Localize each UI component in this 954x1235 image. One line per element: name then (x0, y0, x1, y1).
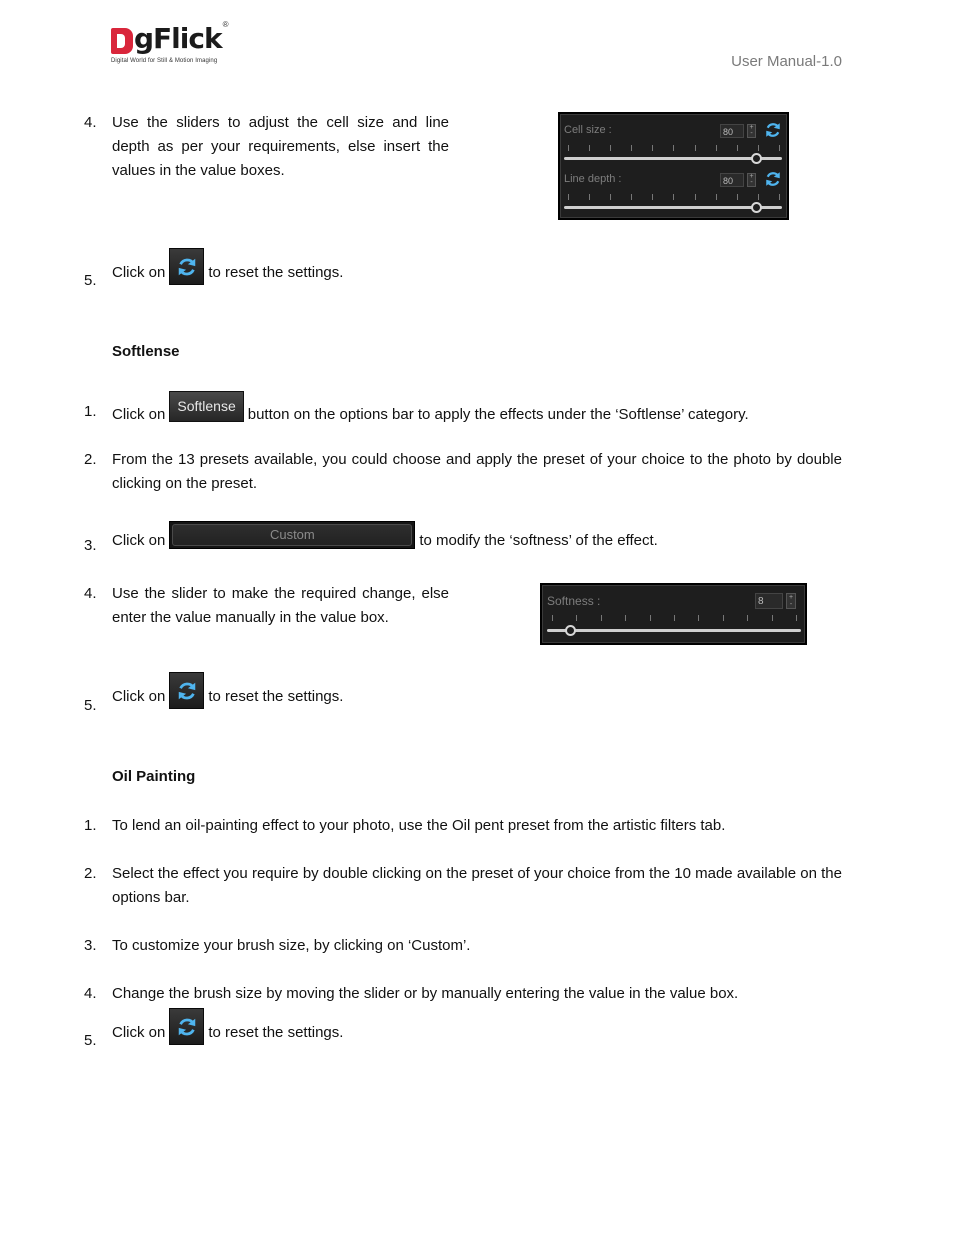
step-text: Use the slider to make the required change, else enter the value manually in the value box. (112, 585, 449, 626)
logo-text: gFlick (134, 22, 222, 55)
step-number: 1. (84, 403, 97, 420)
step-text-before: Click on (112, 532, 166, 549)
step-text: To customize your brush size, by clicking on ‘Custom’. (112, 937, 471, 954)
cell-size-label: Cell size : (564, 124, 612, 136)
step-number: 5. (84, 272, 97, 289)
step-text-before: Click on (112, 1024, 166, 1041)
step-number: 4. (84, 114, 97, 131)
cell-line-slider-panel (558, 112, 789, 220)
step-text: Select the effect you require by double clicking on the preset of your choice from the 10 made available on the options bar. (112, 865, 842, 906)
reset-button[interactable] (169, 248, 204, 285)
custom-button[interactable] (169, 521, 415, 549)
line-depth-slider-track[interactable] (564, 206, 782, 209)
line-depth-ticks (568, 194, 780, 200)
softness-label: Softness : (547, 594, 601, 608)
step-text (112, 391, 749, 427)
step-text: From the 13 presets available, you could choose and apply the preset of your choice to the photo by double clicking on the preset. (112, 451, 842, 492)
step-text (112, 1008, 343, 1045)
line-depth-spinner[interactable]: + - (747, 173, 756, 187)
softness-spinner[interactable]: + - (786, 593, 796, 609)
line-depth-value-box[interactable]: 80 (720, 173, 744, 187)
step-text-after: to reset the settings. (208, 688, 344, 705)
step-text: Use the sliders to adjust the cell size and line depth as per your requirements, else insert the values in the value boxes. (112, 114, 449, 179)
refresh-icon (176, 256, 198, 278)
refresh-icon (176, 680, 198, 702)
step-text-after: button on the options bar to apply the effects under the ‘Softlense’ category. (247, 406, 749, 423)
step-number: 2. (84, 865, 97, 882)
custom-button-label: Custom (172, 524, 412, 546)
step-text-after: to reset the settings. (208, 1024, 344, 1041)
step-text-after: to reset the settings. (208, 264, 344, 281)
softness-ticks (552, 615, 797, 621)
reset-button[interactable] (169, 1008, 204, 1045)
cell-size-slider-handle[interactable] (751, 153, 762, 164)
section-heading-softlense: Softlense (112, 343, 180, 360)
logo-d-mark (111, 28, 133, 54)
step-number: 4. (84, 985, 97, 1002)
step-number: 5. (84, 1032, 97, 1049)
refresh-icon[interactable] (764, 170, 782, 188)
cell-size-value-box[interactable]: 80 (720, 124, 744, 138)
step-number: 2. (84, 451, 97, 468)
step-number: 3. (84, 937, 97, 954)
manual-version: User Manual-1.0 (731, 53, 842, 70)
softlense-button[interactable]: Softlense (169, 391, 243, 422)
step-text (112, 248, 343, 285)
step-text-before: Click on (112, 406, 166, 423)
refresh-icon[interactable] (764, 121, 782, 139)
step-number: 3. (84, 537, 97, 554)
reset-button[interactable] (169, 672, 204, 709)
step-number: 1. (84, 817, 97, 834)
softness-slider-handle[interactable] (565, 625, 576, 636)
logo-tagline: Digital World for Still & Motion Imaging (111, 58, 218, 64)
step-text (112, 521, 658, 553)
section-heading-oil-painting: Oil Painting (112, 768, 196, 785)
dgflick-logo (111, 20, 241, 70)
softness-slider-panel (540, 583, 807, 645)
step-text (112, 672, 343, 709)
logo-registered-mark: ® (222, 20, 229, 29)
cell-size-ticks (568, 145, 780, 151)
step-text: Change the brush size by moving the slider or by manually entering the value in the value box. (112, 985, 739, 1002)
softness-slider-track[interactable] (547, 629, 801, 632)
step-text: To lend an oil-painting effect to your photo, use the Oil pent preset from the artistic filters tab. (112, 817, 726, 834)
step-number: 5. (84, 697, 97, 714)
step-text-before: Click on (112, 264, 166, 281)
step-text-before: Click on (112, 688, 166, 705)
step-number: 4. (84, 585, 97, 602)
cell-size-spinner[interactable]: + - (747, 124, 756, 138)
softness-value-box[interactable]: 8 (755, 593, 783, 609)
cell-size-slider-track[interactable] (564, 157, 782, 160)
line-depth-label: Line depth : (564, 173, 622, 185)
refresh-icon (176, 1016, 198, 1038)
step-text-after: to modify the ‘softness’ of the effect. (419, 532, 658, 549)
line-depth-slider-handle[interactable] (751, 202, 762, 213)
